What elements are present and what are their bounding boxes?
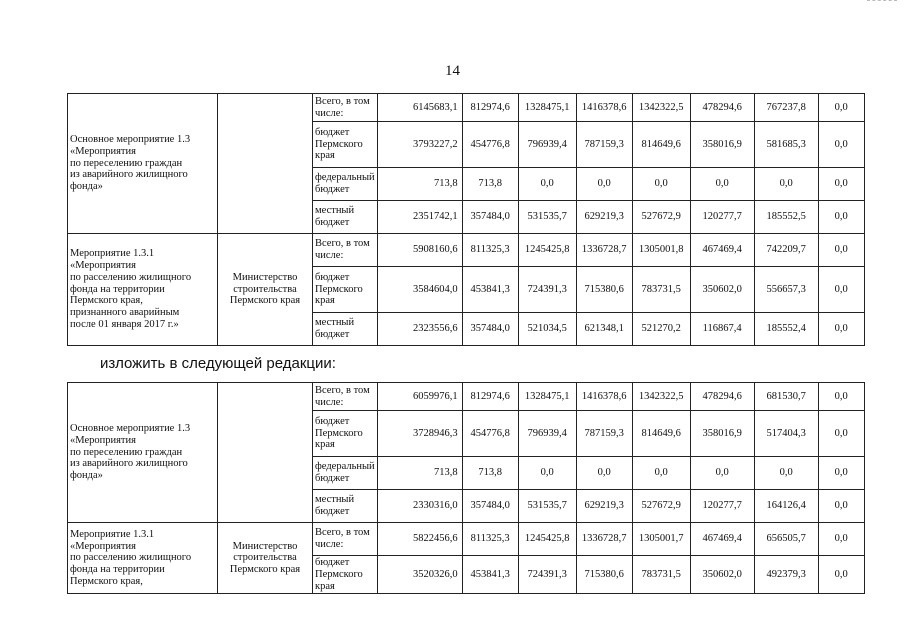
year-value-cell: 0,0 [632,168,690,201]
year-value-cell: 0,0 [818,556,864,594]
year-value-cell: 1416378,6 [576,383,632,411]
year-value-cell: 0,0 [818,168,864,201]
total-value-cell: 3793227,2 [377,122,462,168]
total-value-cell: 5908160,6 [377,234,462,267]
year-value-cell: 556657,3 [754,267,818,313]
year-value-cell: 811325,3 [462,234,518,267]
activity-name: Мероприятие 1.3.1 «Мероприятия по расселению жилищного фонда на территории Пермского края, признанного аварийным после 01 января 2017 г.» [68,234,218,346]
funding-source: федеральный бюджет [313,168,378,201]
year-value-cell: 527672,9 [632,201,690,234]
funding-source: местный бюджет [313,490,378,523]
year-value-cell: 1305001,8 [632,234,690,267]
corner-mark [867,0,897,2]
year-value-cell: 0,0 [818,457,864,490]
executor [218,94,313,234]
year-value-cell: 1416378,6 [576,94,632,122]
total-value-cell: 3584604,0 [377,267,462,313]
year-value-cell: 453841,3 [462,267,518,313]
year-value-cell: 0,0 [818,234,864,267]
year-value-cell: 812974,6 [462,383,518,411]
table-row [68,523,865,556]
year-value-cell: 1328475,1 [518,94,576,122]
year-value-cell: 116867,4 [690,313,754,346]
year-value-cell: 521270,2 [632,313,690,346]
year-value-cell: 0,0 [818,94,864,122]
year-value-cell: 742209,7 [754,234,818,267]
funding-source: местный бюджет [313,201,378,234]
executor: Министерство строительства Пермского края [218,523,313,594]
year-value-cell: 467469,4 [690,234,754,267]
total-value-cell: 6059976,1 [377,383,462,411]
total-value-cell: 2330316,0 [377,490,462,523]
year-value-cell: 358016,9 [690,411,754,457]
activity-name: Основное мероприятие 1.3 «Мероприятия по переселению граждан из аварийного жилищного фонда» [68,383,218,523]
budget-table-new [67,382,865,594]
year-value-cell: 715380,6 [576,267,632,313]
budget-table-current [67,93,865,346]
table-row [68,383,865,411]
year-value-cell: 715380,6 [576,556,632,594]
year-value-cell: 1305001,7 [632,523,690,556]
year-value-cell: 185552,4 [754,313,818,346]
funding-source: бюджет Пермского края [313,556,378,594]
total-value-cell: 2323556,6 [377,313,462,346]
year-value-cell: 164126,4 [754,490,818,523]
year-value-cell: 811325,3 [462,523,518,556]
year-value-cell: 812974,6 [462,94,518,122]
year-value-cell: 1336728,7 [576,234,632,267]
year-value-cell: 0,0 [818,313,864,346]
year-value-cell: 0,0 [754,457,818,490]
year-value-cell: 517404,3 [754,411,818,457]
year-value-cell: 0,0 [818,411,864,457]
year-value-cell: 0,0 [518,457,576,490]
year-value-cell: 350602,0 [690,556,754,594]
year-value-cell: 478294,6 [690,383,754,411]
total-value-cell: 3728946,3 [377,411,462,457]
funding-source: бюджет Пермского края [313,122,378,168]
year-value-cell: 629219,3 [576,490,632,523]
year-value-cell: 0,0 [576,168,632,201]
year-value-cell: 0,0 [818,383,864,411]
year-value-cell: 0,0 [818,523,864,556]
caption-new-edition: изложить в следующей редакции: [100,355,336,372]
executor [218,383,313,523]
total-value-cell: 713,8 [377,168,462,201]
year-value-cell: 1342322,5 [632,383,690,411]
year-value-cell: 0,0 [818,267,864,313]
year-value-cell: 629219,3 [576,201,632,234]
year-value-cell: 656505,7 [754,523,818,556]
year-value-cell: 0,0 [818,201,864,234]
year-value-cell: 681530,7 [754,383,818,411]
year-value-cell: 787159,3 [576,122,632,168]
year-value-cell: 581685,3 [754,122,818,168]
year-value-cell: 357484,0 [462,490,518,523]
year-value-cell: 185552,5 [754,201,818,234]
year-value-cell: 357484,0 [462,201,518,234]
year-value-cell: 1245425,8 [518,523,576,556]
year-value-cell: 0,0 [818,122,864,168]
total-value-cell: 5822456,6 [377,523,462,556]
year-value-cell: 120277,7 [690,490,754,523]
funding-source: Всего, в том числе: [313,523,378,556]
year-value-cell: 713,8 [462,457,518,490]
total-value-cell: 713,8 [377,457,462,490]
executor: Министерство строительства Пермского края [218,234,313,346]
year-value-cell: 467469,4 [690,523,754,556]
year-value-cell: 454776,8 [462,411,518,457]
year-value-cell: 120277,7 [690,201,754,234]
funding-source: бюджет Пермского края [313,411,378,457]
year-value-cell: 0,0 [754,168,818,201]
table-row [68,234,865,267]
year-value-cell: 713,8 [462,168,518,201]
funding-source: Всего, в том числе: [313,94,378,122]
funding-source: местный бюджет [313,313,378,346]
year-value-cell: 1245425,8 [518,234,576,267]
year-value-cell: 783731,5 [632,267,690,313]
year-value-cell: 621348,1 [576,313,632,346]
table-row [68,94,865,122]
funding-source: Всего, в том числе: [313,234,378,267]
year-value-cell: 350602,0 [690,267,754,313]
year-value-cell: 0,0 [690,168,754,201]
total-value-cell: 3520326,0 [377,556,462,594]
year-value-cell: 492379,3 [754,556,818,594]
year-value-cell: 0,0 [632,457,690,490]
year-value-cell: 787159,3 [576,411,632,457]
total-value-cell: 2351742,1 [377,201,462,234]
year-value-cell: 0,0 [576,457,632,490]
total-value-cell: 6145683,1 [377,94,462,122]
year-value-cell: 478294,6 [690,94,754,122]
year-value-cell: 521034,5 [518,313,576,346]
year-value-cell: 1342322,5 [632,94,690,122]
page-number: 14 [445,63,460,79]
activity-name: Мероприятие 1.3.1 «Мероприятия по расселению жилищного фонда на территории Пермского края, [68,523,218,594]
year-value-cell: 0,0 [690,457,754,490]
year-value-cell: 724391,3 [518,556,576,594]
year-value-cell: 724391,3 [518,267,576,313]
funding-source: федеральный бюджет [313,457,378,490]
year-value-cell: 1336728,7 [576,523,632,556]
activity-name: Основное мероприятие 1.3 «Мероприятия по переселению граждан из аварийного жилищного фонда» [68,94,218,234]
year-value-cell: 1328475,1 [518,383,576,411]
year-value-cell: 357484,0 [462,313,518,346]
year-value-cell: 527672,9 [632,490,690,523]
funding-source: бюджет Пермского края [313,267,378,313]
year-value-cell: 358016,9 [690,122,754,168]
year-value-cell: 531535,7 [518,490,576,523]
year-value-cell: 783731,5 [632,556,690,594]
year-value-cell: 796939,4 [518,411,576,457]
year-value-cell: 814649,6 [632,411,690,457]
year-value-cell: 454776,8 [462,122,518,168]
year-value-cell: 531535,7 [518,201,576,234]
funding-source: Всего, в том числе: [313,383,378,411]
year-value-cell: 0,0 [818,490,864,523]
year-value-cell: 767237,8 [754,94,818,122]
year-value-cell: 453841,3 [462,556,518,594]
year-value-cell: 796939,4 [518,122,576,168]
year-value-cell: 814649,6 [632,122,690,168]
year-value-cell: 0,0 [518,168,576,201]
